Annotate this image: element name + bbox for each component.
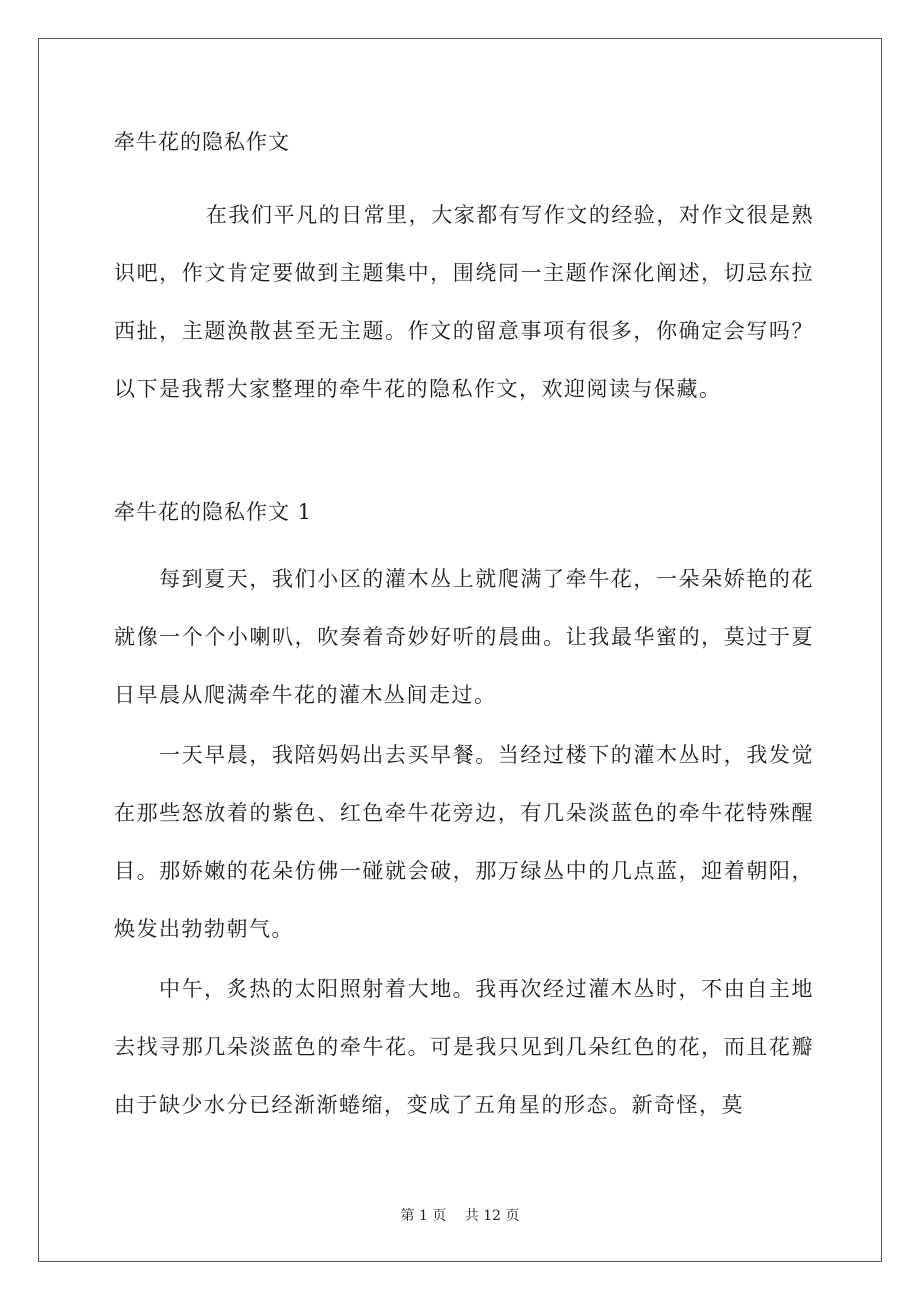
page-number: 第 1 页 — [400, 1208, 447, 1224]
document-title: 牵牛花的隐私作文 — [114, 130, 290, 154]
intro-paragraph: 在我们平凡的日常里，大家都有写作文的经验，对作文很是熟识吧，作文肯定要做到主题集中，围绕同一主题作深化阐述，切忌东拉西扯，主题涣散甚至无主题。作文的留意事项有很多，你确定会写吗？以下是我帮大家整理的牵牛花的隐私作文，欢迎阅读与保藏。 — [114, 203, 814, 401]
section-title: 牵牛花的隐私作文 1 — [114, 500, 313, 524]
body-paragraph-2: 一天早晨，我陪妈妈出去买早餐。当经过楼下的灌木丛时，我发觉在那些怒放着的紫色、红色牵牛花旁边，有几朵淡蓝色的牵牛花特殊醒目。那娇嫩的花朵仿佛一碰就会破，那万绿丛中的几点蓝，迎着朝阳，焕发出勃勃朝气。 — [114, 743, 814, 941]
body-paragraph-1: 每到夏天，我们小区的灌木丛上就爬满了牵牛花，一朵朵娇艳的花就像一个个小喇叭，吹奏着奇妙好听的晨曲。让我最华蜜的，莫过于夏日早晨从爬满牵牛花的灌木丛间走过。 — [114, 567, 814, 707]
body-paragraph-3: 中午，炙热的太阳照射着大地。我再次经过灌木丛时，不由自主地去找寻那几朵淡蓝色的牵牛花。可是我只见到几朵红色的花，而且花瓣由于缺少水分已经渐渐蜷缩，变成了五角星的形态。新奇怪，莫 — [114, 977, 814, 1117]
page-footer — [0, 1205, 920, 1225]
document-body — [114, 122, 814, 1134]
page-total: 共 12 页 — [464, 1208, 520, 1224]
